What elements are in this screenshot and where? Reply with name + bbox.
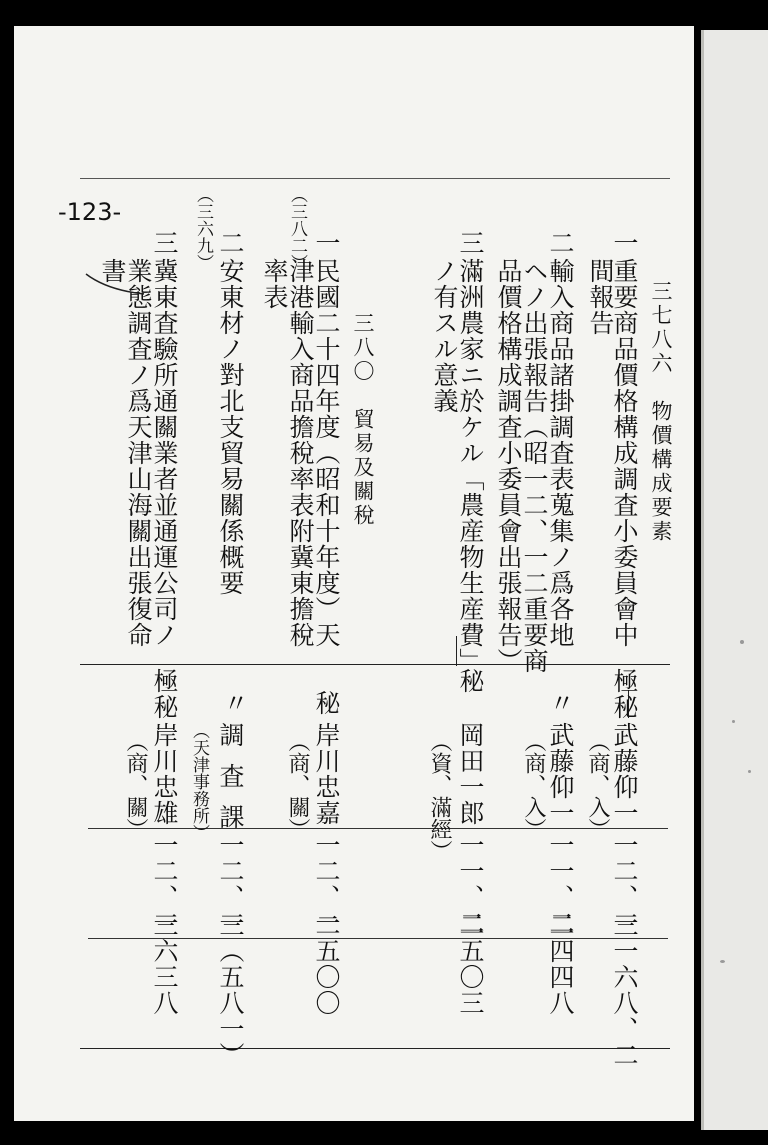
entry-title-line: 率表 [260, 258, 289, 310]
entry-date: 一二、一 [610, 832, 639, 936]
entry-title-line: 間報告 [586, 258, 615, 336]
entry-classification: 〃 [546, 690, 575, 716]
entry-title-line: 津港輸入商品擔稅率表附冀東擔稅 [286, 258, 315, 648]
section-header-2: 三八〇 貿易及關稅 [351, 312, 375, 528]
entry-date: 一二、一 [216, 832, 245, 936]
entry-classification: 極秘 [150, 668, 179, 720]
entry-title-line: 業態調査ノ爲天津山海關出張復命 [124, 258, 153, 648]
entry-classification: 極秘 [610, 668, 639, 720]
entry-author: 武藤仰一 [610, 722, 639, 826]
entry-author: 調査課 [216, 722, 245, 845]
entry-title-line: 滿洲農家ニ於ケル「農産物生産費」 [456, 258, 485, 674]
scan-speck [720, 960, 725, 963]
entry-classification: 〃 [220, 690, 249, 716]
scan-speck [740, 640, 744, 644]
scan-speck [732, 720, 735, 723]
rule-title-bottom [80, 664, 670, 665]
entry-author: 岡田一郎 [456, 722, 485, 826]
scan-speck [748, 770, 751, 773]
entry-number: 二 [216, 230, 245, 256]
entry-department: （天津事務所） [189, 722, 209, 841]
entry-title-line: 重要商品價格構成調査小委員會中 [610, 258, 639, 648]
entry-author: 岸川忠雄 [150, 722, 179, 826]
entry-department: （商、入） [585, 730, 610, 840]
entry-number-value: 三一六八、二 [610, 912, 639, 1068]
entry-number-value: 三（五八一） [216, 912, 245, 1068]
entry-classification: 秘 [312, 690, 341, 716]
entry-number: 一 [610, 230, 639, 256]
entry-reference: （三八二） [287, 186, 307, 271]
entry-department: （商、入） [521, 730, 546, 840]
entry-title-line: 書 [98, 258, 127, 284]
page-number: -123- [58, 198, 122, 226]
entry-author: 武藤仰一 [546, 722, 575, 826]
entry-title-line: 安東材ノ對北支貿易關係概要 [216, 258, 245, 596]
entry-author: 岸川忠嘉 [312, 722, 341, 826]
entry-number: 二 [546, 230, 575, 256]
entry-title-line: ヘノ出張報告（昭一二、一二重要商 [520, 258, 549, 674]
entry-department: （商、關） [285, 730, 310, 840]
entry-department: （資、滿經） [427, 730, 452, 862]
adjacent-page-edge [704, 30, 768, 1130]
entry-number-value: 二五〇三 [456, 912, 485, 1016]
entry-date: 一二、一 [150, 832, 179, 936]
section-header-1: 三七八六 物價構成要素 [649, 280, 673, 544]
entry-number: 三 [150, 230, 179, 256]
entry-number-value: 二四四八 [546, 912, 575, 1016]
entry-title-line: 輸入商品諸掛調査表蒐集ノ爲各地 [546, 258, 575, 648]
entry-number: 三 [456, 230, 485, 256]
entry-date: 一一、二 [456, 832, 485, 936]
entry-number: 一 [312, 230, 341, 256]
rule-date-top [88, 828, 668, 829]
rule-top [80, 178, 670, 179]
handwritten-mark [82, 268, 152, 298]
entry-number-value: 三六三八 [150, 912, 179, 1016]
entry-title-line: 民國二十四年度（昭和十年度）天 [312, 258, 341, 648]
entry-title-line: 冀東査驗所通關業者並通運公司ノ [150, 258, 179, 648]
entry-department: （商、關） [123, 730, 148, 840]
entry-title-line: ノ有スル意義 [430, 258, 459, 414]
entry-number-value: 二五〇〇 [312, 912, 341, 1016]
entry-date: 一二、一 [312, 832, 341, 936]
entry-date: 一一、二 [546, 832, 575, 936]
document-page [14, 26, 694, 1121]
entry-title-line: 品價格構成調査小委員會出張報告） [494, 258, 523, 674]
entry-classification: 秘 [456, 668, 485, 694]
rule-bottom [80, 1048, 670, 1049]
entry-reference: （三六九） [193, 186, 213, 271]
